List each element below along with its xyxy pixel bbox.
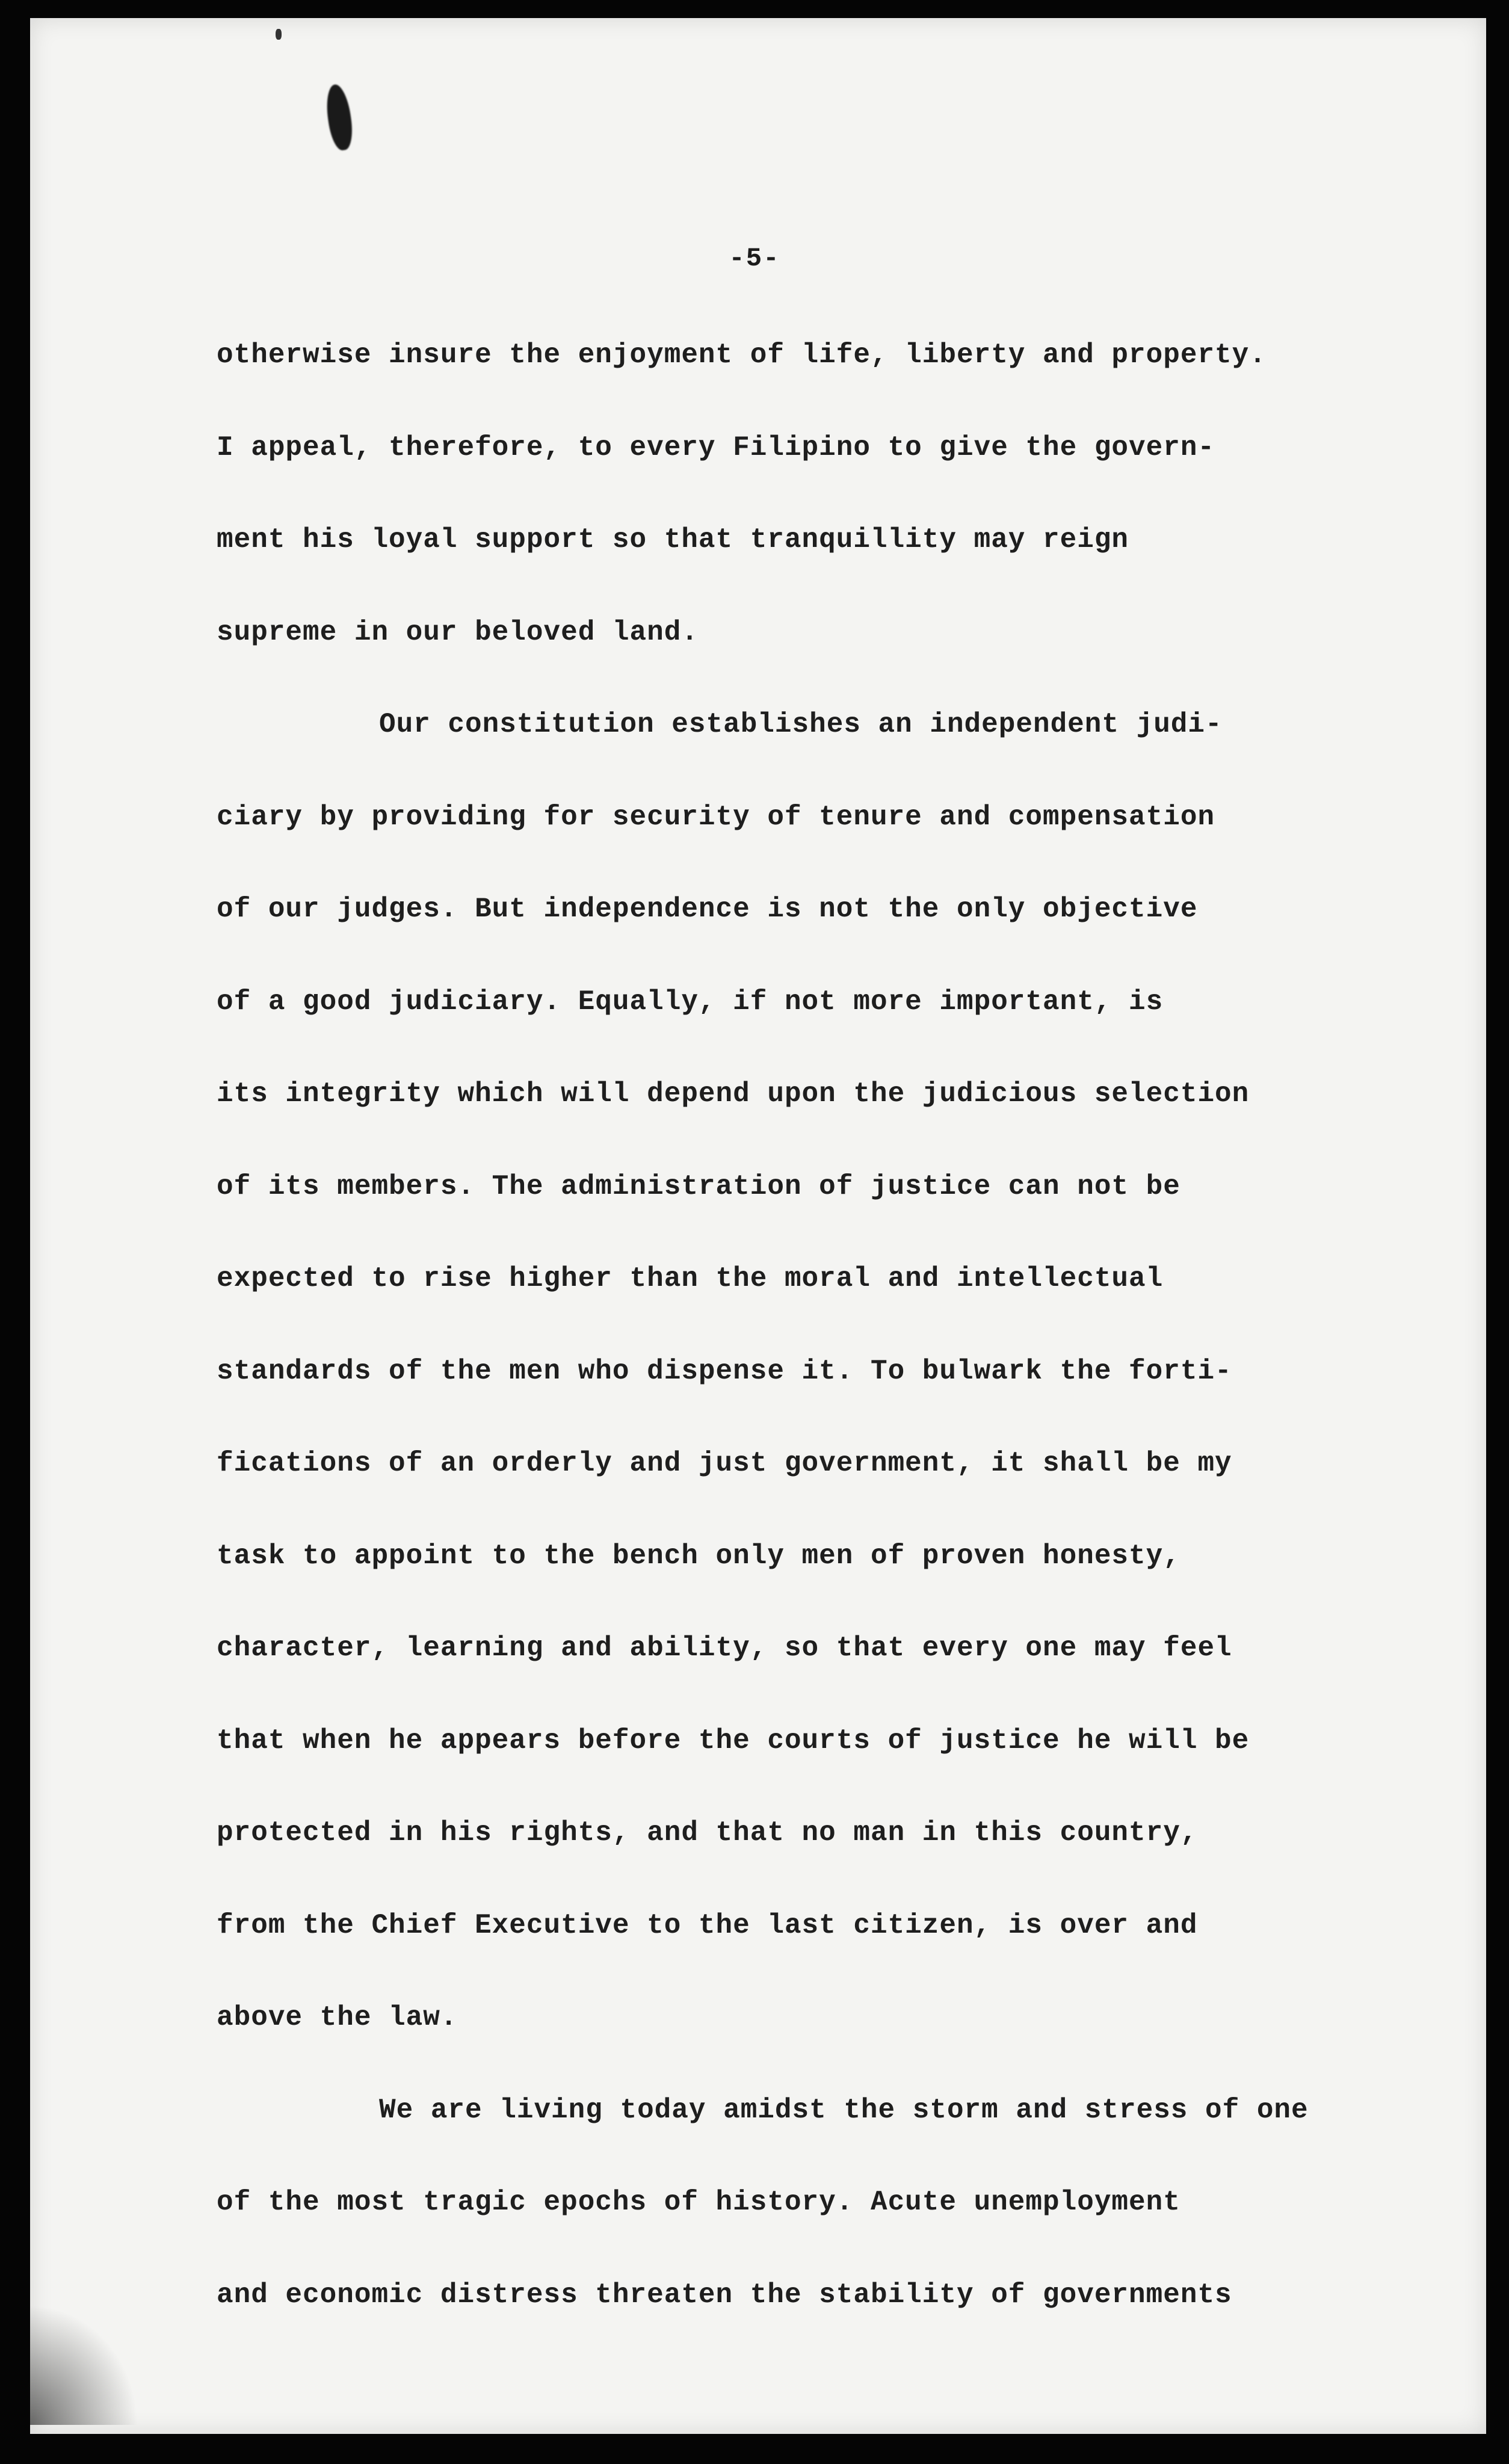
text-line: that when he appears before the courts of justice he will be [217,1724,1250,1756]
text-line: and economic distress threaten the stability of governments [217,2279,1232,2311]
text-line: from the Chief Executive to the last citizen, is over and [217,1909,1198,1941]
text-line: expected to rise higher than the moral and intellectual [217,1263,1164,1294]
text-line: I appeal, therefore, to every Filipino to give the govern- [217,431,1215,463]
body-text [217,331,1360,2363]
text-line: ment his loyal support so that tranquillity may reign [217,524,1129,555]
text-line: We are living today amidst the storm and stress of one [379,2094,1309,2126]
page-number: -5- [729,244,780,274]
text-line: fications of an orderly and just government, it shall be my [217,1448,1232,1479]
text-line: of our judges. But independence is not the only objective [217,894,1198,925]
text-line: standards of the men who dispense it. To bulwark the forti- [217,1355,1232,1387]
text-line: protected in his rights, and that no man in this country, [217,1817,1198,1848]
text-line: otherwise insure the enjoyment of life, liberty and property. [217,339,1267,371]
text-line: its integrity which will depend upon the judicious selection [217,1078,1250,1110]
text-line: character, learning and ability, so that every one may feel [217,1632,1232,1664]
text-line: of a good judiciary. Equally, if not more important, is [217,986,1164,1017]
text-line: above the law. [217,2002,458,2033]
text-line: task to appoint to the bench only men of proven honesty, [217,1540,1180,1572]
corner-shadow [30,2305,138,2425]
text-line: supreme in our beloved land. [217,616,699,648]
text-line: ciary by providing for security of tenure and compensation [217,801,1215,833]
text-line: Our constitution establishes an independent judi- [379,709,1223,740]
text-line: of its members. The administration of justice can not be [217,1170,1180,1202]
ink-dot [276,29,282,40]
text-line: of the most tragic epochs of history. Acute unemployment [217,2187,1180,2218]
